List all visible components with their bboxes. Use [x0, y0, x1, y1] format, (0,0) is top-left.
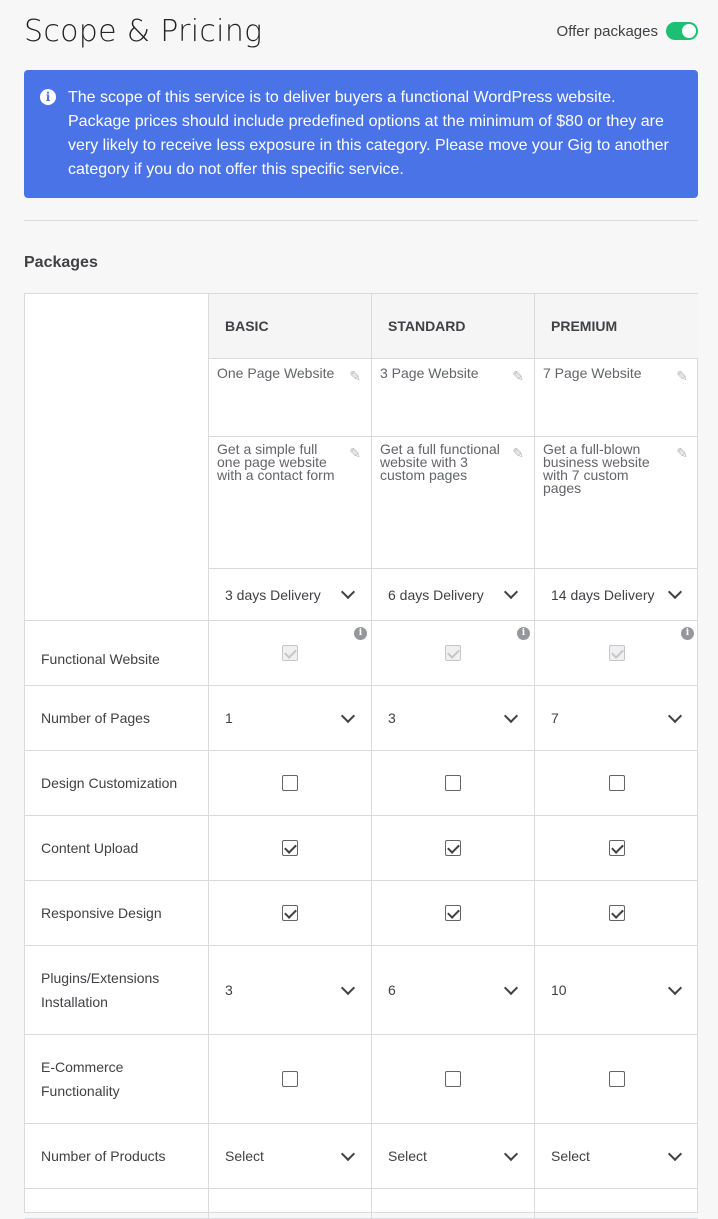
responsive-design-basic: [209, 881, 372, 946]
page-title: Scope & Pricing: [24, 14, 263, 49]
tier-header-standard: STANDARD: [372, 294, 535, 359]
chevron-down-icon: [668, 708, 682, 722]
chevron-down-icon: [504, 1146, 518, 1160]
divider: [24, 220, 698, 221]
delivery-select-premium[interactable]: [535, 569, 698, 621]
label-text: Content Upload: [41, 840, 139, 856]
packages-table: [24, 293, 698, 1213]
plugins-select-premium[interactable]: [535, 946, 698, 1035]
label-text: Number of Pages: [41, 710, 150, 726]
chevron-down-icon: [668, 585, 682, 599]
checkbox-responsive-design-standard[interactable]: [445, 905, 461, 921]
checkbox-design-customization-premium[interactable]: [609, 775, 625, 791]
checkbox-content-upload-standard[interactable]: [445, 840, 461, 856]
row-label-design-customization: [25, 751, 209, 816]
checkbox-content-upload-basic[interactable]: [282, 840, 298, 856]
package-name-text: One Page Website: [217, 365, 335, 381]
pages-value: 7: [551, 710, 559, 726]
info-icon[interactable]: i: [681, 627, 694, 640]
package-description-basic[interactable]: [209, 437, 372, 569]
responsive-design-standard: [372, 881, 535, 946]
label-text: Responsive Design: [41, 905, 162, 921]
delivery-value: 6 days Delivery: [388, 586, 484, 603]
functional-website-premium: [535, 621, 698, 686]
ecommerce-basic: [209, 1035, 372, 1124]
functional-website-standard: [372, 621, 535, 686]
plugins-value: 10: [551, 982, 567, 998]
package-name-text: 7 Page Website: [543, 365, 642, 381]
products-select-basic[interactable]: [209, 1124, 372, 1189]
checkbox-ecommerce-basic[interactable]: [282, 1071, 298, 1087]
design-customization-premium: [535, 751, 698, 816]
page-header: [24, 0, 698, 64]
delivery-value: 14 days Delivery: [551, 586, 655, 603]
row-label-number-of-products: [25, 1124, 209, 1189]
checkbox-ecommerce-standard[interactable]: [445, 1071, 461, 1087]
pages-select-standard[interactable]: [372, 686, 535, 751]
label-text: Design Customization: [41, 775, 178, 791]
next-row-standard: [372, 1189, 535, 1219]
content-upload-standard: [372, 816, 535, 881]
delivery-select-basic[interactable]: [209, 569, 372, 621]
package-name-text: 3 Page Website: [380, 365, 479, 381]
label-text: E-Commerce Functionality: [41, 1059, 124, 1099]
package-description-text: Get a full functional website with 3 custom pages: [380, 441, 500, 483]
chevron-down-icon: [341, 708, 355, 722]
checkbox-design-customization-standard[interactable]: [445, 775, 461, 791]
row-label-number-of-pages: [25, 686, 209, 751]
label-text: Number of Products: [41, 1148, 166, 1164]
chevron-down-icon: [504, 708, 518, 722]
content-upload-premium: [535, 816, 698, 881]
checkbox-responsive-design-basic[interactable]: [282, 905, 298, 921]
checkbox-design-customization-basic[interactable]: [282, 775, 298, 791]
products-select-premium[interactable]: [535, 1124, 698, 1189]
pages-value: 3: [388, 710, 396, 726]
row-label-content-upload: [25, 816, 209, 881]
products-value: Select: [225, 1148, 264, 1164]
header-spacer: [25, 294, 209, 621]
package-description-text: Get a full-blown business website with 7 custom pages: [543, 441, 650, 496]
label-text: Functional Website: [41, 651, 160, 667]
chevron-down-icon: [341, 585, 355, 599]
section-title: Packages: [24, 254, 98, 271]
offer-packages-label: Offer packages: [556, 22, 658, 40]
design-customization-standard: [372, 751, 535, 816]
row-label-responsive-design: [25, 881, 209, 946]
row-label-plugins-installation: [25, 946, 209, 1035]
offer-packages-toggle[interactable]: [666, 22, 698, 40]
plugins-value: 6: [388, 982, 396, 998]
package-name-standard[interactable]: [372, 359, 535, 437]
plugins-value: 3: [225, 982, 233, 998]
pencil-icon[interactable]: ✎: [349, 368, 361, 384]
chevron-down-icon: [341, 980, 355, 994]
toggle-knob: [682, 24, 696, 38]
pencil-icon[interactable]: ✎: [676, 368, 688, 384]
package-name-basic[interactable]: [209, 359, 372, 437]
checkbox-content-upload-premium[interactable]: [609, 840, 625, 856]
next-row-premium: [535, 1189, 698, 1219]
tier-header-premium: PREMIUM: [535, 294, 698, 359]
info-icon[interactable]: i: [517, 627, 530, 640]
checkbox-ecommerce-premium[interactable]: [609, 1071, 625, 1087]
info-text: The scope of this service is to deliver buyers a functional WordPress website. Package prices should include predefined options at the minimum of $80 or they are very likely to receive less exposure in this category. Please move your Gig to another category if you do not offer this specific service.: [68, 89, 669, 178]
row-label-functional-website: [25, 621, 209, 686]
info-banner: [24, 70, 698, 198]
products-value: Select: [388, 1148, 427, 1164]
chevron-down-icon: [341, 1146, 355, 1160]
checkbox-functional-website-basic: [282, 645, 298, 661]
checkbox-functional-website-standard: [445, 645, 461, 661]
checkbox-responsive-design-premium[interactable]: [609, 905, 625, 921]
pencil-icon[interactable]: ✎: [676, 445, 688, 461]
plugins-select-standard[interactable]: [372, 946, 535, 1035]
delivery-select-standard[interactable]: [372, 569, 535, 621]
ecommerce-standard: [372, 1035, 535, 1124]
pages-select-premium[interactable]: [535, 686, 698, 751]
products-select-standard[interactable]: [372, 1124, 535, 1189]
label-text: Plugins/Extensions Installation: [41, 970, 160, 1010]
chevron-down-icon: [668, 1146, 682, 1160]
design-customization-basic: [209, 751, 372, 816]
row-label-ecommerce: [25, 1035, 209, 1124]
next-row-basic: [209, 1189, 372, 1219]
info-icon: i: [40, 89, 56, 105]
pages-select-basic[interactable]: [209, 686, 372, 751]
content-upload-basic: [209, 816, 372, 881]
ecommerce-premium: [535, 1035, 698, 1124]
package-name-premium[interactable]: [535, 359, 698, 437]
row-label-next: [25, 1189, 209, 1219]
pencil-icon[interactable]: ✎: [349, 445, 361, 461]
package-description-text: Get a simple full one page website with a contact form: [217, 441, 335, 483]
products-value: Select: [551, 1148, 590, 1164]
chevron-down-icon: [668, 980, 682, 994]
info-icon[interactable]: i: [354, 627, 367, 640]
checkbox-functional-website-premium: [609, 645, 625, 661]
delivery-value: 3 days Delivery: [225, 586, 321, 603]
chevron-down-icon: [504, 585, 518, 599]
responsive-design-premium: [535, 881, 698, 946]
pencil-icon[interactable]: ✎: [512, 368, 524, 384]
plugins-select-basic[interactable]: [209, 946, 372, 1035]
package-description-standard[interactable]: [372, 437, 535, 569]
tier-header-basic: BASIC: [209, 294, 372, 359]
package-description-premium[interactable]: [535, 437, 698, 569]
offer-packages-control[interactable]: [557, 22, 698, 40]
chevron-down-icon: [504, 980, 518, 994]
pencil-icon[interactable]: ✎: [512, 445, 524, 461]
pages-value: 1: [225, 710, 233, 726]
functional-website-basic: [209, 621, 372, 686]
